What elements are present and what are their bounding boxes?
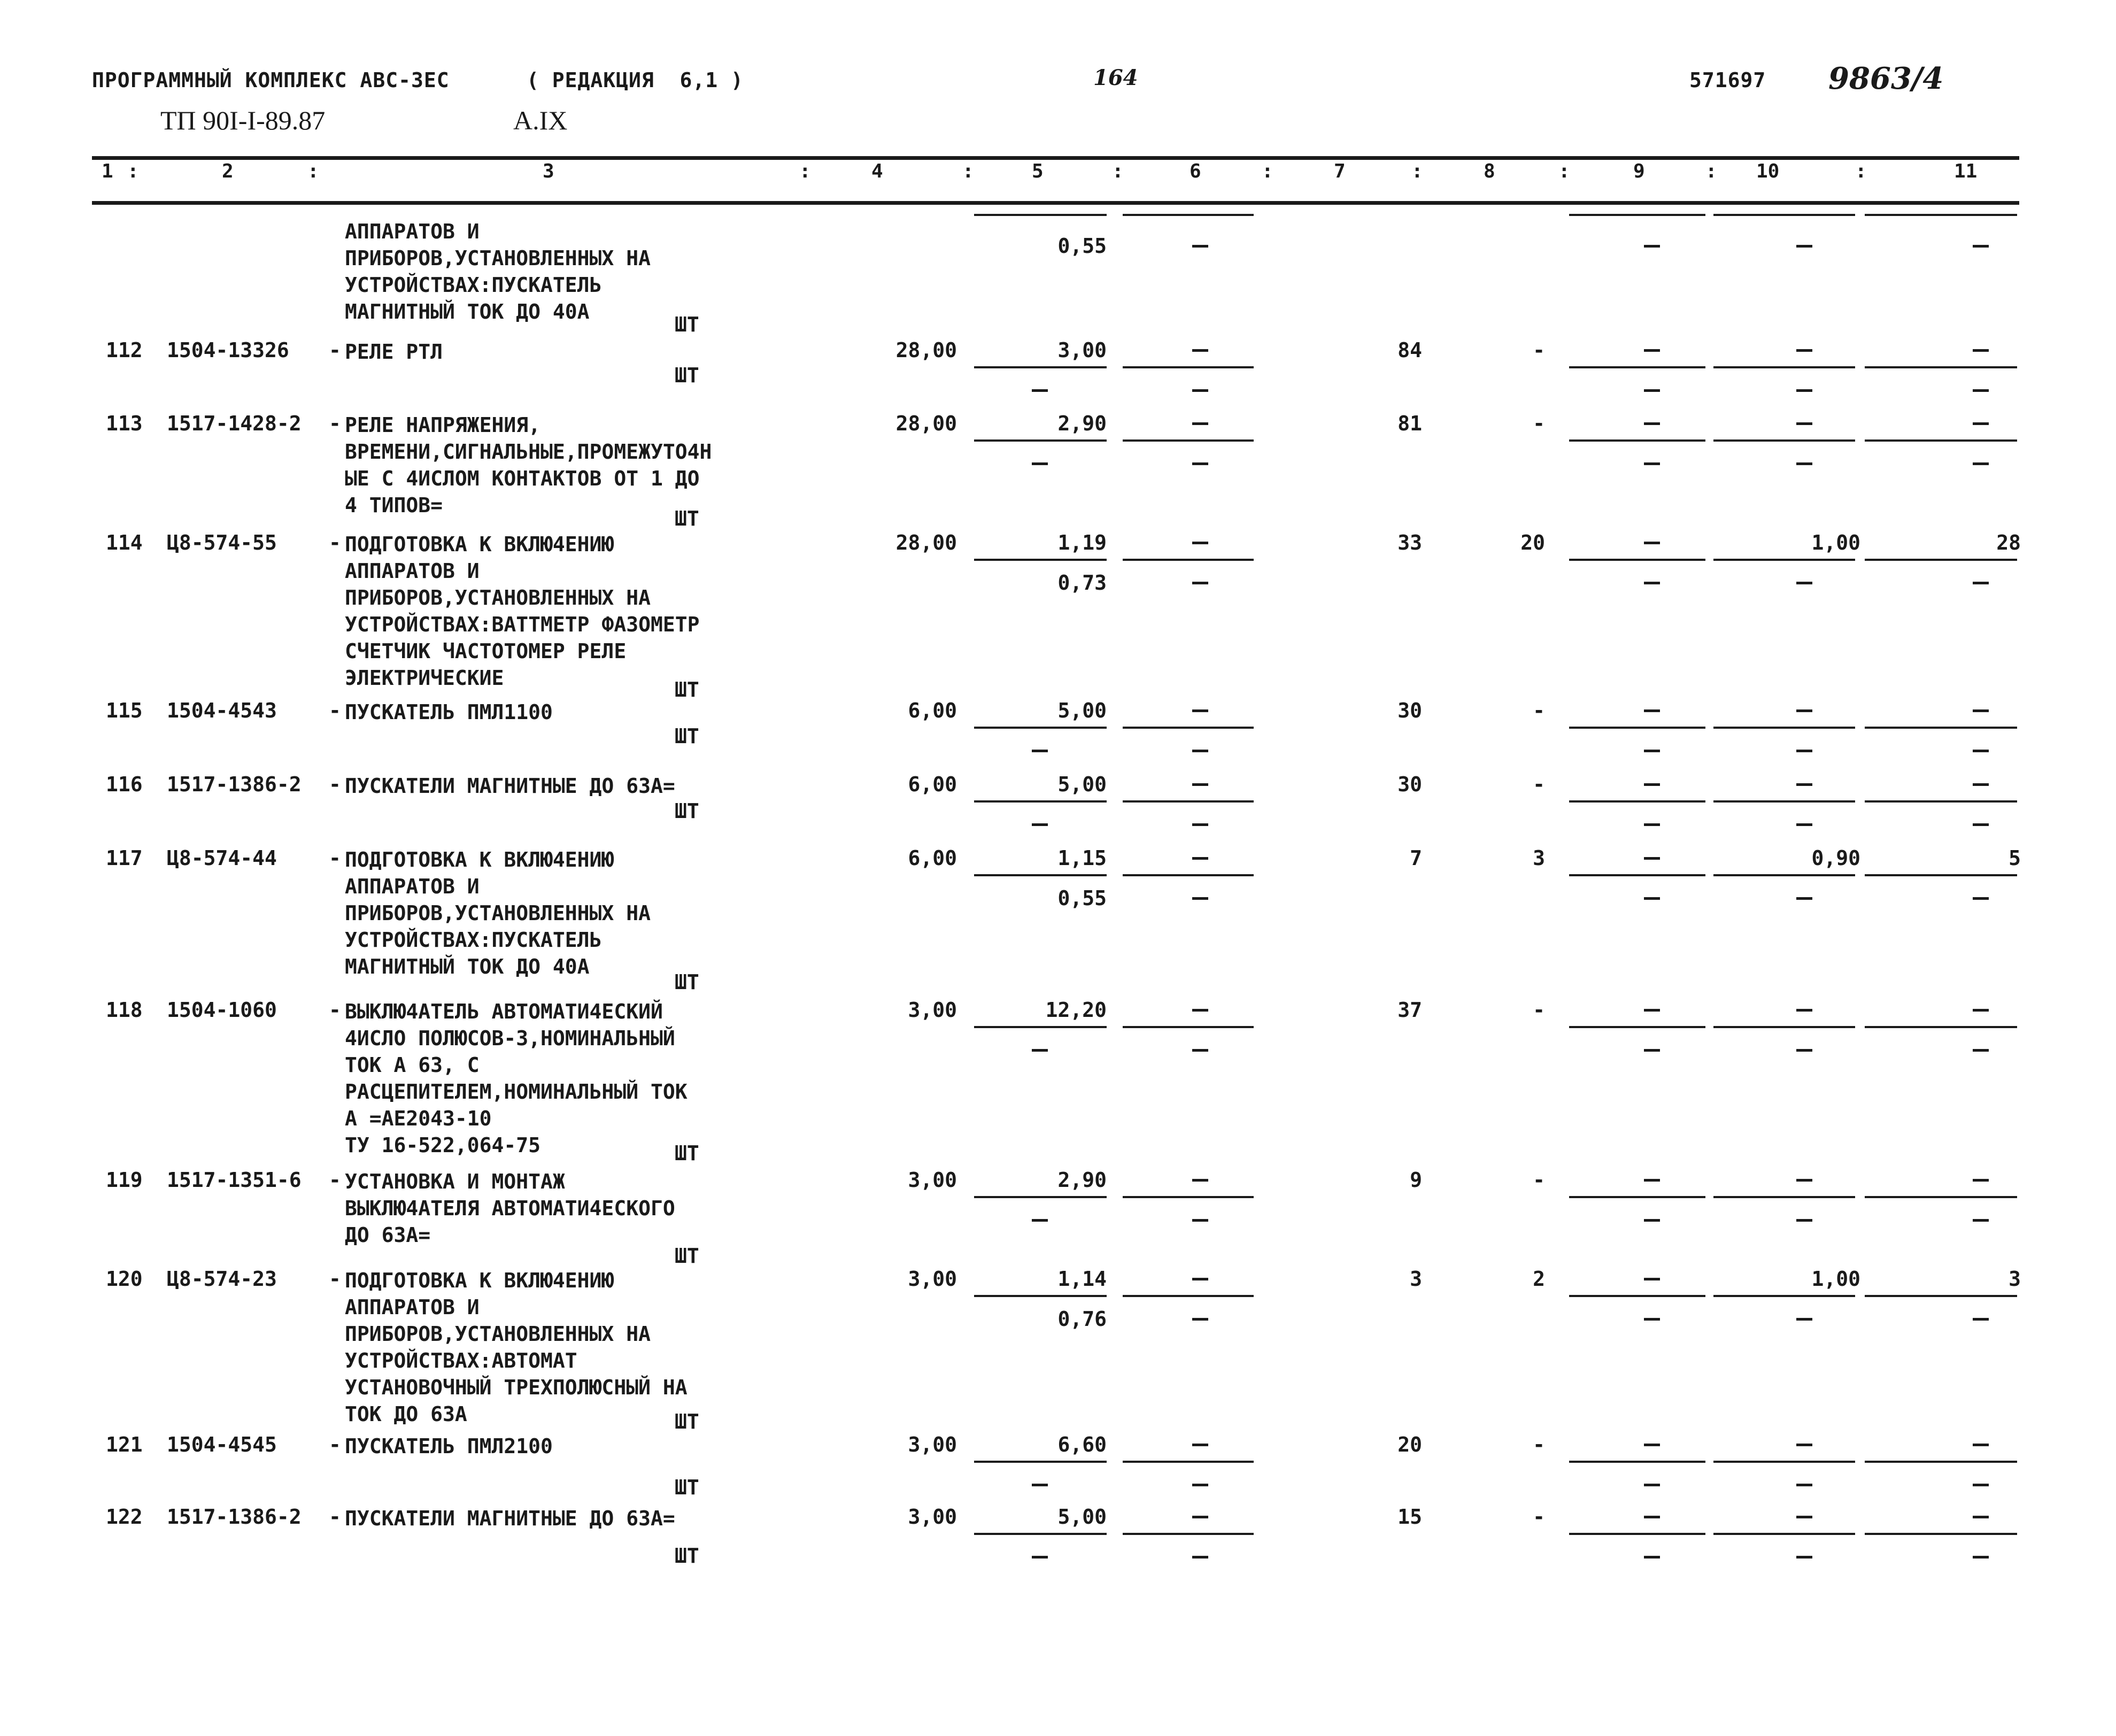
dash-mark xyxy=(1032,1556,1048,1558)
cell-col7: 9 xyxy=(1410,1168,1422,1192)
cell-col5-top: 5,00 xyxy=(1057,773,1107,796)
cell-underline xyxy=(1865,559,2017,561)
row-unit: ШТ xyxy=(675,507,699,530)
column-separator: : xyxy=(1112,160,1124,182)
dash-mark xyxy=(1644,349,1660,352)
row-number: 115 xyxy=(106,699,143,722)
dash-mark xyxy=(1192,1179,1208,1182)
column-header-8: 8 xyxy=(1484,160,1495,182)
cell-col8: 3 xyxy=(1533,846,1545,870)
cell-col8: 2 xyxy=(1533,1267,1545,1291)
row-dash: - xyxy=(329,846,341,870)
row-description: ПОДГОТОВКА К ВКЛЮ4ЕНИЮ АППАРАТОВ И ПРИБОРОВ,УСТАНОВЛЕННЫХ НА УСТРОЙСТВАХ:ПУСКАТЕЛЬ МАГНИТНЫЙ ТОК ДО 40А xyxy=(345,848,651,978)
cell-col4: 3,00 xyxy=(908,1168,957,1192)
cell-col4: 3,00 xyxy=(908,1433,957,1456)
cell-col4: 28,00 xyxy=(895,412,957,435)
cell-col8: 20 xyxy=(1520,531,1545,554)
dash-mark xyxy=(1973,783,1989,786)
cell-col10: 1,00 xyxy=(1811,531,1860,554)
cell-underline xyxy=(1713,439,1855,442)
cell-col5-top: 2,90 xyxy=(1057,1168,1107,1192)
cell-underline xyxy=(974,439,1107,442)
dash-mark xyxy=(1973,1318,1989,1321)
program-name: ПРОГРАММНЫЙ КОМПЛЕКС АВС-3ЕС xyxy=(92,68,450,92)
row-description: РЕЛЕ РТЛ xyxy=(345,340,443,364)
cell-col4: 3,00 xyxy=(908,1267,957,1291)
dash-mark xyxy=(1192,897,1208,900)
cell-underline xyxy=(1865,439,2017,442)
dash-mark xyxy=(1644,245,1660,248)
dash-mark xyxy=(1192,1484,1208,1486)
cell-underline xyxy=(1865,874,2017,876)
column-header-11: 11 xyxy=(1954,160,1978,182)
column-separator: : xyxy=(1855,160,1867,182)
dash-mark xyxy=(1192,1219,1208,1222)
dash-mark xyxy=(1192,422,1208,425)
cell-col4: 28,00 xyxy=(895,338,957,362)
album-label: А.IX xyxy=(513,105,568,135)
row-code: Ц8-574-55 xyxy=(167,531,277,554)
dash-mark xyxy=(1644,1219,1660,1222)
row-dash: - xyxy=(329,531,341,554)
row-description: АППАРАТОВ И ПРИБОРОВ,УСТАНОВЛЕННЫХ НА УСТРОЙСТВАХ:ПУСКАТЕЛЬ МАГНИТНЫЙ ТОК ДО 40А xyxy=(345,220,651,323)
cell-col7: 84 xyxy=(1397,338,1422,362)
cell-col10: 1,00 xyxy=(1811,1267,1860,1291)
dash-mark xyxy=(1192,389,1208,392)
dash-mark xyxy=(1192,1444,1208,1446)
dash-mark xyxy=(1192,542,1208,544)
row-dash: - xyxy=(329,412,341,435)
dash-mark xyxy=(1644,1009,1660,1012)
row-dash: - xyxy=(329,1505,341,1529)
dash-mark xyxy=(1796,1179,1812,1182)
column-separator: : xyxy=(1558,160,1570,182)
dash-mark xyxy=(1644,750,1660,752)
dash-mark xyxy=(1032,462,1048,465)
row-number: 114 xyxy=(106,531,143,554)
cell-col8: - xyxy=(1533,338,1545,362)
dash-mark xyxy=(1644,783,1660,786)
column-header-7: 7 xyxy=(1334,160,1346,182)
page-number: 164 xyxy=(1093,65,1138,90)
cell-col11: 3 xyxy=(2009,1267,2021,1291)
row-unit: ШТ xyxy=(675,678,699,701)
row-unit: ШТ xyxy=(675,970,699,994)
row-number: 121 xyxy=(106,1433,143,1456)
dash-mark xyxy=(1644,389,1660,392)
row-number: 119 xyxy=(106,1168,143,1192)
cell-col8: - xyxy=(1533,998,1545,1022)
row-dash: - xyxy=(329,338,341,362)
cell-col7: 15 xyxy=(1397,1505,1422,1529)
dash-mark xyxy=(1973,1179,1989,1182)
row-number: 112 xyxy=(106,338,143,362)
cell-underline xyxy=(1865,1295,2017,1297)
dash-mark xyxy=(1973,245,1989,248)
column-separator: : xyxy=(799,160,811,182)
cell-col4: 6,00 xyxy=(908,773,957,796)
dash-mark xyxy=(1644,1278,1660,1280)
cell-col5-bottom: 0,76 xyxy=(1057,1307,1107,1331)
cell-underline xyxy=(1713,800,1855,803)
cell-col11: 5 xyxy=(2009,846,2021,870)
column-separator: : xyxy=(1411,160,1423,182)
dash-mark xyxy=(1796,1219,1812,1222)
cell-underline xyxy=(1865,1461,2017,1463)
cell-underline xyxy=(1865,214,2017,216)
dash-mark xyxy=(1973,750,1989,752)
dash-mark xyxy=(1973,1516,1989,1518)
row-code: 1517-1386-2 xyxy=(167,773,302,796)
cell-underline xyxy=(1713,366,1855,368)
dash-mark xyxy=(1796,1516,1812,1518)
cell-underline xyxy=(1123,439,1254,442)
row-description: УСТАНОВКА И МОНТАЖ ВЫКЛЮ4АТЕЛЯ АВТОМАТИ4ЕСКОГО ДО 63А= xyxy=(345,1170,675,1247)
row-description: ПУСКАТЕЛИ МАГНИТНЫЕ ДО 63А= xyxy=(345,1507,675,1530)
row-dash: - xyxy=(329,699,341,722)
dash-mark xyxy=(1644,542,1660,544)
dash-mark xyxy=(1192,709,1208,712)
cell-col4: 3,00 xyxy=(908,1505,957,1529)
cell-col5-top: 1,15 xyxy=(1057,846,1107,870)
cell-underline xyxy=(1865,1026,2017,1028)
row-unit: ШТ xyxy=(675,1544,699,1568)
row-code: 1517-1351-6 xyxy=(167,1168,302,1192)
row-description: ПОДГОТОВКА К ВКЛЮ4ЕНИЮ АППАРАТОВ И ПРИБОРОВ,УСТАНОВЛЕННЫХ НА УСТРОЙСТВАХ:ВАТТМЕТР ФАЗОМЕТР СЧЕТЧИК ЧАСТОТОМЕР РЕЛЕ ЭЛЕКТРИЧЕСКИЕ xyxy=(345,533,700,690)
cell-underline xyxy=(1713,214,1855,216)
row-number: 118 xyxy=(106,998,143,1022)
cell-underline xyxy=(1123,1461,1254,1463)
dash-mark xyxy=(1192,1009,1208,1012)
dash-mark xyxy=(1796,783,1812,786)
dash-mark xyxy=(1032,1484,1048,1486)
cell-underline xyxy=(1569,214,1705,216)
dash-mark xyxy=(1192,582,1208,584)
cell-col5-top: 5,00 xyxy=(1057,699,1107,722)
dash-mark xyxy=(1192,245,1208,248)
dash-mark xyxy=(1973,462,1989,465)
column-separator: : xyxy=(1705,160,1717,182)
row-description: ПУСКАТЕЛИ МАГНИТНЫЕ ДО 63А= xyxy=(345,774,675,798)
cell-underline xyxy=(974,800,1107,803)
row-dash: - xyxy=(329,1168,341,1192)
cell-underline xyxy=(974,874,1107,876)
dash-mark xyxy=(1192,1318,1208,1321)
row-number: 117 xyxy=(106,846,143,870)
row-description: ПУСКАТЕЛЬ ПМЛ2100 xyxy=(345,1434,553,1458)
cell-col8: - xyxy=(1533,1433,1545,1456)
cell-col8: - xyxy=(1533,1168,1545,1192)
column-header-1: 1 xyxy=(102,160,113,182)
dash-mark xyxy=(1192,1556,1208,1558)
dash-mark xyxy=(1644,1179,1660,1182)
cell-underline xyxy=(974,559,1107,561)
dash-mark xyxy=(1032,750,1048,752)
dash-mark xyxy=(1796,422,1812,425)
cell-col8: - xyxy=(1533,1505,1545,1529)
cell-col4: 28,00 xyxy=(895,531,957,554)
row-number: 113 xyxy=(106,412,143,435)
column-separator: : xyxy=(1262,160,1273,182)
cell-underline xyxy=(1569,727,1705,729)
dash-mark xyxy=(1973,823,1989,826)
cell-underline xyxy=(1569,1295,1705,1297)
dash-mark xyxy=(1796,1009,1812,1012)
cell-underline xyxy=(974,1461,1107,1463)
cell-underline xyxy=(1569,1533,1705,1535)
cell-col5-bottom: 0,55 xyxy=(1057,234,1107,258)
row-unit: ШТ xyxy=(675,724,699,748)
table-top-rule xyxy=(92,156,2019,160)
dash-mark xyxy=(1973,1556,1989,1558)
dash-mark xyxy=(1796,1484,1812,1486)
row-number: 116 xyxy=(106,773,143,796)
dash-mark xyxy=(1644,1049,1660,1052)
cell-col5-top: 6,60 xyxy=(1057,1433,1107,1456)
cell-underline xyxy=(974,1026,1107,1028)
dash-mark xyxy=(1973,709,1989,712)
dash-mark xyxy=(1192,750,1208,752)
dash-mark xyxy=(1796,709,1812,712)
edition-label: ( РЕДАКЦИЯ 6,1 ) xyxy=(527,68,744,92)
dash-mark xyxy=(1796,462,1812,465)
cell-col7: 37 xyxy=(1397,998,1422,1022)
dash-mark xyxy=(1644,1318,1660,1321)
cell-col5-top: 1,19 xyxy=(1057,531,1107,554)
row-unit: ШТ xyxy=(675,1141,699,1165)
row-number: 120 xyxy=(106,1267,143,1291)
cell-underline xyxy=(1569,366,1705,368)
dash-mark xyxy=(1644,462,1660,465)
dash-mark xyxy=(1973,389,1989,392)
dash-mark xyxy=(1644,1556,1660,1558)
dash-mark xyxy=(1032,823,1048,826)
dash-mark xyxy=(1192,1049,1208,1052)
cell-underline xyxy=(974,1196,1107,1198)
row-number: 122 xyxy=(106,1505,143,1529)
row-code: 1504-13326 xyxy=(167,338,289,362)
dash-mark xyxy=(1192,462,1208,465)
cell-underline xyxy=(1713,1461,1855,1463)
cell-col5-top: 12,20 xyxy=(1045,998,1107,1022)
sheet-number: 9863/4 xyxy=(1828,61,1944,96)
cell-underline xyxy=(974,1533,1107,1535)
column-header-4: 4 xyxy=(871,160,883,182)
cell-underline xyxy=(1713,1533,1855,1535)
cell-col4: 6,00 xyxy=(908,699,957,722)
dash-mark xyxy=(1644,422,1660,425)
cell-underline xyxy=(1865,366,2017,368)
cell-underline xyxy=(1865,727,2017,729)
dash-mark xyxy=(1192,349,1208,352)
row-description: ВЫКЛЮ4АТЕЛЬ АВТОМАТИ4ЕСКИЙ 4ИСЛО ПОЛЮСОВ-3,НОМИНАЛЬНЫЙ ТОК А 63, С РАСЦЕПИТЕЛЕМ,НОМИНАЛЬНЫЙ ТОК А =АЕ2043-10 ТУ 16-522,064-75 xyxy=(345,1000,688,1157)
dash-mark xyxy=(1973,582,1989,584)
cell-underline xyxy=(1123,1026,1254,1028)
cell-underline xyxy=(1713,559,1855,561)
dash-mark xyxy=(1973,1444,1989,1446)
column-separator: : xyxy=(127,160,139,182)
dash-mark xyxy=(1192,783,1208,786)
column-header-5: 5 xyxy=(1032,160,1044,182)
cell-underline xyxy=(1569,874,1705,876)
dash-mark xyxy=(1973,897,1989,900)
dash-mark xyxy=(1973,1009,1989,1012)
dash-mark xyxy=(1973,1484,1989,1486)
cell-underline xyxy=(1569,559,1705,561)
cell-underline xyxy=(1123,727,1254,729)
dash-mark xyxy=(1644,1516,1660,1518)
cell-col7: 33 xyxy=(1397,531,1422,554)
row-dash: - xyxy=(329,1267,341,1291)
cell-underline xyxy=(1713,1026,1855,1028)
dash-mark xyxy=(1644,1444,1660,1446)
dash-mark xyxy=(1796,349,1812,352)
row-code: Ц8-574-44 xyxy=(167,846,277,870)
cell-underline xyxy=(974,1295,1107,1297)
row-unit: ШТ xyxy=(675,1244,699,1268)
dash-mark xyxy=(1644,823,1660,826)
cell-underline xyxy=(1865,1533,2017,1535)
cell-col7: 7 xyxy=(1410,846,1422,870)
row-dash: - xyxy=(329,773,341,796)
column-header-10: 10 xyxy=(1756,160,1780,182)
cell-underline xyxy=(1569,1461,1705,1463)
cell-underline xyxy=(1123,559,1254,561)
cell-col7: 81 xyxy=(1397,412,1422,435)
column-separator: : xyxy=(307,160,319,182)
row-description: РЕЛЕ НАПРЯЖЕНИЯ, ВРЕМЕНИ,СИГНАЛЬНЫЕ,ПРОМЕЖУТО4Н ЫЕ С 4ИСЛОМ КОНТАКТОВ ОТ 1 ДО 4 ТИПОВ= xyxy=(345,413,712,517)
dash-mark xyxy=(1192,823,1208,826)
dash-mark xyxy=(1796,1049,1812,1052)
column-header-6: 6 xyxy=(1190,160,1201,182)
column-header-2: 2 xyxy=(222,160,234,182)
row-unit: ШТ xyxy=(675,364,699,387)
dash-mark xyxy=(1644,897,1660,900)
dash-mark xyxy=(1644,709,1660,712)
dash-mark xyxy=(1796,897,1812,900)
cell-col7: 30 xyxy=(1397,699,1422,722)
cell-underline xyxy=(1123,366,1254,368)
row-unit: ШТ xyxy=(675,799,699,823)
cell-underline xyxy=(1713,727,1855,729)
dash-mark xyxy=(1192,1516,1208,1518)
dash-mark xyxy=(1032,389,1048,392)
dash-mark xyxy=(1644,1484,1660,1486)
dash-mark xyxy=(1796,582,1812,584)
dash-mark xyxy=(1973,422,1989,425)
cell-underline xyxy=(1569,439,1705,442)
column-separator: : xyxy=(962,160,974,182)
cell-col5-top: 3,00 xyxy=(1057,338,1107,362)
cell-col7: 20 xyxy=(1397,1433,1422,1456)
cell-col8: - xyxy=(1533,699,1545,722)
row-unit: ШТ xyxy=(675,1410,699,1433)
cell-underline xyxy=(974,366,1107,368)
cell-underline xyxy=(1569,1196,1705,1198)
dash-mark xyxy=(1192,857,1208,860)
cell-col7: 3 xyxy=(1410,1267,1422,1291)
cell-underline xyxy=(974,214,1107,216)
cell-col5-top: 2,90 xyxy=(1057,412,1107,435)
row-code: 1504-4545 xyxy=(167,1433,277,1456)
row-code: 1517-1428-2 xyxy=(167,412,302,435)
dash-mark xyxy=(1796,1444,1812,1446)
cell-underline xyxy=(1123,1196,1254,1198)
row-dash: - xyxy=(329,998,341,1022)
dash-mark xyxy=(1973,1049,1989,1052)
cell-underline xyxy=(1123,874,1254,876)
row-unit: ШТ xyxy=(675,313,699,336)
table-header-rule xyxy=(92,201,2019,205)
cell-col8: - xyxy=(1533,773,1545,796)
cell-underline xyxy=(1713,1196,1855,1198)
cell-underline xyxy=(1713,874,1855,876)
cell-underline xyxy=(1123,800,1254,803)
project-code: ТП 90I-I-89.87 xyxy=(160,105,326,135)
cell-underline xyxy=(974,727,1107,729)
row-code: Ц8-574-23 xyxy=(167,1267,277,1291)
cell-underline xyxy=(1865,1196,2017,1198)
row-dash: - xyxy=(329,1433,341,1456)
cell-col5-top: 1,14 xyxy=(1057,1267,1107,1291)
cell-col5-bottom: 0,73 xyxy=(1057,571,1107,595)
dash-mark xyxy=(1032,1219,1048,1222)
dash-mark xyxy=(1796,245,1812,248)
cell-col10: 0,90 xyxy=(1811,846,1860,870)
row-code: 1517-1386-2 xyxy=(167,1505,302,1529)
dash-mark xyxy=(1796,389,1812,392)
dash-mark xyxy=(1192,1278,1208,1280)
dash-mark xyxy=(1032,1049,1048,1052)
cell-underline xyxy=(1569,800,1705,803)
row-code: 1504-4543 xyxy=(167,699,277,722)
document-code: 571697 xyxy=(1689,68,1766,92)
dash-mark xyxy=(1644,857,1660,860)
cell-col4: 6,00 xyxy=(908,846,957,870)
cell-underline xyxy=(1865,800,2017,803)
cell-col5-top: 5,00 xyxy=(1057,1505,1107,1529)
dash-mark xyxy=(1796,1318,1812,1321)
row-unit: ШТ xyxy=(675,1476,699,1499)
cell-col5-bottom: 0,55 xyxy=(1057,886,1107,910)
row-code: 1504-1060 xyxy=(167,998,277,1022)
dash-mark xyxy=(1644,582,1660,584)
dash-mark xyxy=(1973,349,1989,352)
dash-mark xyxy=(1796,823,1812,826)
cell-col7: 30 xyxy=(1397,773,1422,796)
dash-mark xyxy=(1973,1219,1989,1222)
cell-underline xyxy=(1123,214,1254,216)
row-description: ПУСКАТЕЛЬ ПМЛ1100 xyxy=(345,700,553,724)
column-header-3: 3 xyxy=(543,160,554,182)
column-header-9: 9 xyxy=(1633,160,1645,182)
cell-col4: 3,00 xyxy=(908,998,957,1022)
cell-col8: - xyxy=(1533,412,1545,435)
dash-mark xyxy=(1796,750,1812,752)
cell-underline xyxy=(1123,1533,1254,1535)
cell-col11: 28 xyxy=(1996,531,2021,554)
row-description: ПОДГОТОВКА К ВКЛЮ4ЕНИЮ АППАРАТОВ И ПРИБОРОВ,УСТАНОВЛЕННЫХ НА УСТРОЙСТВАХ:АВТОМАТ УСТАНОВОЧНЫЙ ТРЕХПОЛЮСНЫЙ НА ТОК ДО 63А xyxy=(345,1269,688,1426)
cell-underline xyxy=(1569,1026,1705,1028)
cell-underline xyxy=(1123,1295,1254,1297)
dash-mark xyxy=(1796,1556,1812,1558)
cell-underline xyxy=(1713,1295,1855,1297)
